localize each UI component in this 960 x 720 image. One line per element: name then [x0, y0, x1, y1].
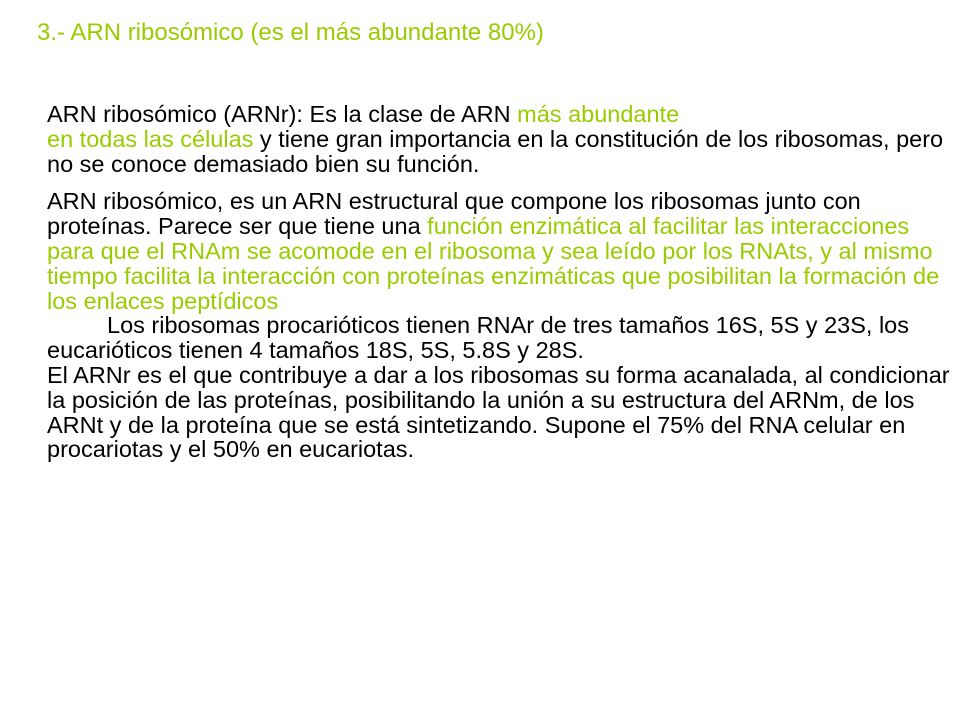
- paragraph-rrna-function: [47, 189, 952, 462]
- rrna-structure-sentence: El ARNr es el que contribuye a dar a los ribosomas su forma acanalada, al condicionar la posición de las proteínas, posibilitando la unión a su estructura del ARNm, de los ARNt y de la proteína que se está sintetizando. Supone el 75% del RNA celular en procariotas y el 50% en eucariotas.: [47, 361, 950, 463]
- ribosome-sizes-sentence: Los ribosomas procarióticos tienen RNAr de tres tamaños 16S, 5S y 23S, los eucarióticos tienen 4 tamaños 18S, 5S, 5.8S y 28S.: [47, 312, 909, 364]
- paragraph-rrna-definition: [47, 102, 952, 176]
- slide-title: 3.- ARN ribosómico (es el más abundante 80%): [37, 19, 544, 46]
- slide-body: [47, 102, 952, 462]
- highlight-most-abundant: más abundante: [517, 101, 680, 127]
- highlight-all-cells: en todas las células: [47, 125, 254, 152]
- paragraph-text: y tiene gran importancia en la constitución de los ribosomas, pero no se conoce demasiado bien su función.: [47, 125, 944, 177]
- paragraph-text: ARN ribosómico, es un ARN estructural que compone los ribosomas junto con proteínas. Parece ser que tiene una: [47, 188, 861, 240]
- highlight-enzymatic-function: función enzimática al facilitar las interacciones para que el RNAm se acomode en el ribosoma y sea leído por los RNAts, y al mismo tiempo facilita la interacción con proteínas enzimáticas que posibilitan la formación de los enlaces peptídicos: [47, 213, 940, 314]
- paragraph-text: ARN ribosómico (ARNr): Es la clase de ARN: [47, 101, 518, 127]
